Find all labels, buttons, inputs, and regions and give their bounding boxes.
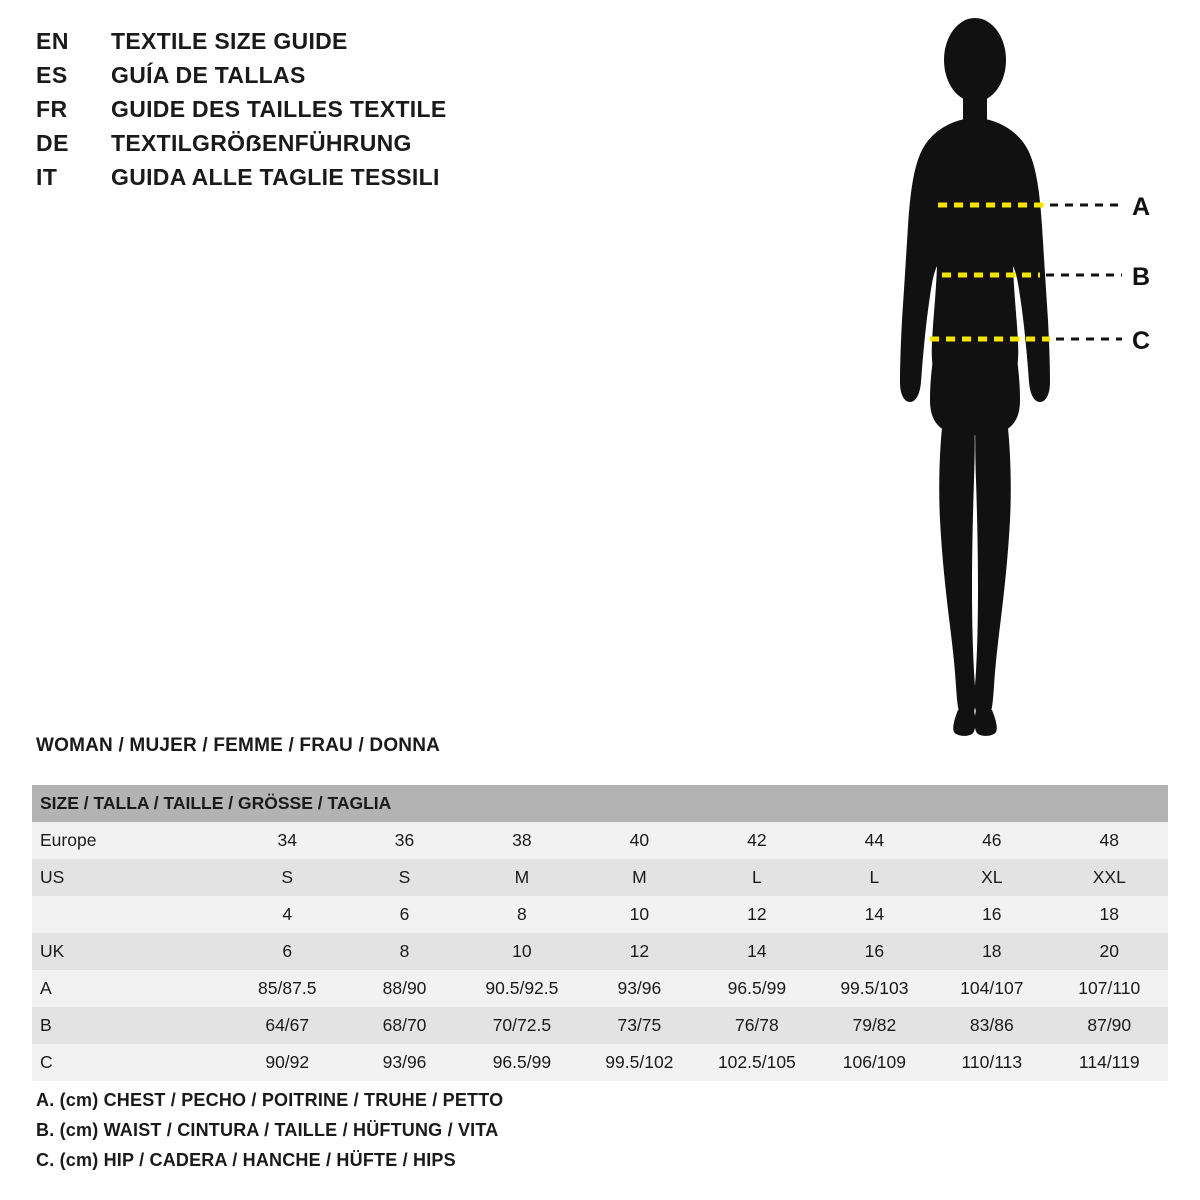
table-cell: 102.5/105 bbox=[698, 1044, 816, 1081]
table-cell: 38 bbox=[463, 822, 581, 859]
table-cell: L bbox=[816, 859, 933, 896]
row-label: C bbox=[32, 1044, 229, 1081]
language-code: FR bbox=[36, 96, 68, 122]
table-cell: 99.5/102 bbox=[581, 1044, 698, 1081]
table-cell: 107/110 bbox=[1051, 970, 1168, 1007]
language-row bbox=[36, 164, 656, 198]
row-label: US bbox=[32, 859, 229, 896]
table-cell: 93/96 bbox=[581, 970, 698, 1007]
table-cell: 10 bbox=[463, 933, 581, 970]
table-cell: 85/87.5 bbox=[229, 970, 346, 1007]
table-cell: 68/70 bbox=[346, 1007, 463, 1044]
table-cell: 48 bbox=[1051, 822, 1168, 859]
table-cell: 14 bbox=[698, 933, 816, 970]
table-cell: 8 bbox=[346, 933, 463, 970]
table-cell: 12 bbox=[698, 896, 816, 933]
marker-label-c: C bbox=[1132, 327, 1151, 355]
row-label bbox=[32, 896, 229, 933]
size-table-container bbox=[32, 785, 1168, 1081]
language-title: TEXTILE SIZE GUIDE bbox=[111, 28, 348, 54]
table-row bbox=[32, 933, 1168, 970]
table-cell: M bbox=[581, 859, 698, 896]
table-cell: 110/113 bbox=[933, 1044, 1050, 1081]
table-cell: 64/67 bbox=[229, 1007, 346, 1044]
table-cell: 79/82 bbox=[816, 1007, 933, 1044]
table-row bbox=[32, 896, 1168, 933]
table-cell: 96.5/99 bbox=[698, 970, 816, 1007]
table-cell: 99.5/103 bbox=[816, 970, 933, 1007]
table-cell: 90.5/92.5 bbox=[463, 970, 581, 1007]
table-cell: 42 bbox=[698, 822, 816, 859]
table-cell: 12 bbox=[581, 933, 698, 970]
marker-label-b: B bbox=[1132, 263, 1151, 291]
language-code: DE bbox=[36, 130, 69, 156]
table-row bbox=[32, 859, 1168, 896]
table-cell: 14 bbox=[816, 896, 933, 933]
table-cell: 88/90 bbox=[346, 970, 463, 1007]
table-cell: 104/107 bbox=[933, 970, 1050, 1007]
table-cell: 40 bbox=[581, 822, 698, 859]
female-silhouette-figure bbox=[860, 10, 1190, 750]
language-title: GUIDA ALLE TAGLIE TESSILI bbox=[111, 164, 440, 190]
table-header-row bbox=[32, 785, 1168, 822]
table-cell: 46 bbox=[933, 822, 1050, 859]
table-cell: 83/86 bbox=[933, 1007, 1050, 1044]
table-cell: S bbox=[346, 859, 463, 896]
table-cell: 10 bbox=[581, 896, 698, 933]
table-cell: 93/96 bbox=[346, 1044, 463, 1081]
legend-line-c: C. (cm) HIP / CADERA / HANCHE / HÜFTE / HIPS bbox=[36, 1150, 456, 1170]
language-row bbox=[36, 96, 656, 130]
table-cell: 34 bbox=[229, 822, 346, 859]
language-row bbox=[36, 28, 656, 62]
legend-line-a: A. (cm) CHEST / PECHO / POITRINE / TRUHE / PETTO bbox=[36, 1090, 504, 1110]
table-cell: 76/78 bbox=[698, 1007, 816, 1044]
table-header-label: SIZE / TALLA / TAILLE / GRÖSSE / TAGLIA bbox=[32, 785, 1168, 822]
row-label: UK bbox=[32, 933, 229, 970]
table-cell: 96.5/99 bbox=[463, 1044, 581, 1081]
table-cell: 73/75 bbox=[581, 1007, 698, 1044]
table-cell: M bbox=[463, 859, 581, 896]
table-row bbox=[32, 970, 1168, 1007]
table-cell: S bbox=[229, 859, 346, 896]
language-row bbox=[36, 130, 656, 164]
size-table bbox=[32, 785, 1168, 1081]
language-title: GUÍA DE TALLAS bbox=[111, 62, 306, 88]
table-cell: L bbox=[698, 859, 816, 896]
table-cell: 18 bbox=[933, 933, 1050, 970]
table-cell: 106/109 bbox=[816, 1044, 933, 1081]
measurement-legend bbox=[36, 1090, 836, 1180]
row-label: Europe bbox=[32, 822, 229, 859]
table-cell: 36 bbox=[346, 822, 463, 859]
table-cell: 20 bbox=[1051, 933, 1168, 970]
table-row bbox=[32, 822, 1168, 859]
table-cell: 70/72.5 bbox=[463, 1007, 581, 1044]
language-row bbox=[36, 62, 656, 96]
language-title: GUIDE DES TAILLES TEXTILE bbox=[111, 96, 447, 122]
table-cell: 44 bbox=[816, 822, 933, 859]
row-label: A bbox=[32, 970, 229, 1007]
table-cell: 114/119 bbox=[1051, 1044, 1168, 1081]
table-row bbox=[32, 1044, 1168, 1081]
table-cell: 6 bbox=[346, 896, 463, 933]
table-cell: 16 bbox=[816, 933, 933, 970]
marker-label-a: A bbox=[1132, 193, 1151, 221]
row-label: B bbox=[32, 1007, 229, 1044]
language-title: TEXTILGRÖẞENFÜHRUNG bbox=[111, 130, 412, 156]
legend-line-b: B. (cm) WAIST / CINTURA / TAILLE / HÜFTUNG / VITA bbox=[36, 1120, 499, 1140]
table-cell: 18 bbox=[1051, 896, 1168, 933]
language-code: IT bbox=[36, 164, 58, 190]
table-cell: 6 bbox=[229, 933, 346, 970]
language-code: EN bbox=[36, 28, 69, 54]
table-cell: 4 bbox=[229, 896, 346, 933]
section-title: WOMAN / MUJER / FEMME / FRAU / DONNA bbox=[36, 735, 441, 756]
language-code: ES bbox=[36, 62, 68, 88]
table-cell: 87/90 bbox=[1051, 1007, 1168, 1044]
table-cell: 8 bbox=[463, 896, 581, 933]
table-cell: XXL bbox=[1051, 859, 1168, 896]
table-row bbox=[32, 1007, 1168, 1044]
silhouette-shape bbox=[900, 18, 1050, 736]
table-cell: XL bbox=[933, 859, 1050, 896]
language-title-list bbox=[36, 28, 656, 198]
table-cell: 16 bbox=[933, 896, 1050, 933]
table-cell: 90/92 bbox=[229, 1044, 346, 1081]
